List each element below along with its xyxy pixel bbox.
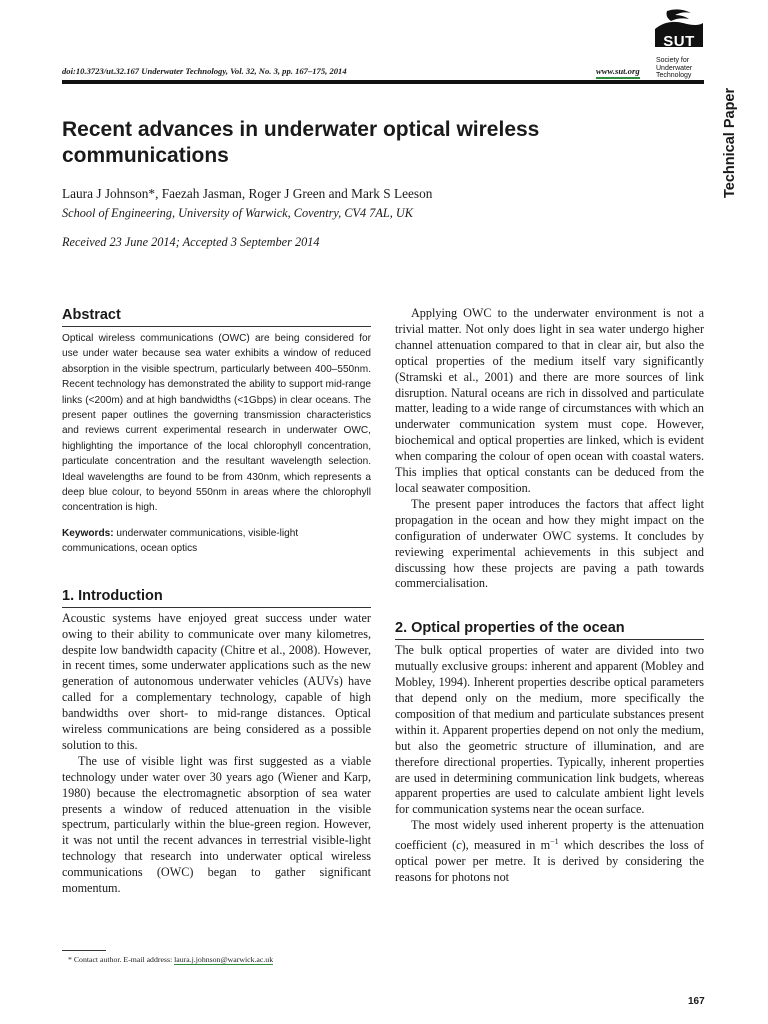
received-accepted-dates: Received 23 June 2014; Accepted 3 September 2014 (62, 235, 320, 249)
doi-citation-line: doi:10.3723/ut.32.167 Underwater Technology, Vol. 32, No. 3, pp. 167–175, 2014 (62, 66, 347, 76)
contact-email-link[interactable]: laura.j.johnson@warwick.ac.uk (174, 955, 274, 964)
abstract-heading: Abstract (62, 306, 371, 327)
footnote-prefix: * Contact author. E-mail address: (68, 955, 173, 964)
sut-logo (653, 9, 705, 79)
author-affiliation: School of Engineering, University of Warwick, Coventry, CV4 7AL, UK (62, 206, 413, 220)
author-list: Laura J Johnson*, Faezah Jasman, Roger J Green and Mark S Leeson (62, 186, 433, 201)
p2-text-after: which describes the loss of optical power per metre. It is derived by considering the reasons for photons not (395, 838, 704, 885)
p2-text-before: The most widely used inherent property is the attenuation coefficient ( (395, 818, 704, 853)
keywords-label: Keywords: (62, 527, 114, 539)
right-column (395, 306, 704, 886)
sut-acronym: SUT (663, 33, 695, 50)
org-line-2: Underwater (656, 64, 693, 72)
header-rule (62, 80, 704, 84)
abstract-text: Optical wireless communications (OWC) are being considered for use under water because sea water exhibits a window of reduced absorption in the visible spectrum, particularly between 400–550nm. Recent technology has demonstrated the ability to support mid-range links (<200m) and at high bandwidths (<1Gbps) in clear oceans. The present paper outlines the governing transmission characteristics and reviews current experimental research in underwater OWC, highlighting the importance of the local chlorophyll concentration, particulate concentration and the resultant wavelength selection. Ideal wavelengths are found to be from 430nm, which represents a deep blue colour, to beyond 550nm in areas where the chlorophyll concentration is high. (62, 333, 371, 514)
keywords (62, 526, 371, 557)
society-website-link[interactable]: www.sut.org (596, 66, 640, 79)
left-column (62, 306, 371, 897)
keywords-list: underwater communications, visible-light communications, ocean optics (62, 527, 299, 555)
section-2-paragraph-2 (395, 818, 704, 886)
footnote-rule (62, 950, 106, 951)
introduction-paragraph-1: Acoustic systems have enjoyed great success under water owing to their ability to communicate over many kilometres, despite low bandwidth capacity (Chitre et al., 2008). However, in recent times, some underwater applications such as the new generation of autonomous underwater vehicles (AUVs) have called for a complementary technology, capable of high bandwidths over short- to mid-range distances. Optical wireless communications are being considered as a possible solution to this. (62, 610, 371, 752)
right-paragraph-2: The present paper introduces the factors that affect light propagation in the ocean and how they might impact on the configuration of underwater OWC systems. It concludes by reviewing experimental achievements in this subject and discussing how these projects are paving a path towards commercialisation. (395, 496, 704, 591)
introduction-heading: 1. Introduction (62, 587, 371, 608)
section-2-heading: 2. Optical properties of the ocean (395, 619, 704, 640)
section-2-paragraph-1: The bulk optical properties of water are divided into two mutually exclusive groups: inherent and apparent (Mobley and Mobley, 1994). Inherent properties describe optical parameters that depend only on the medium, more specifically the composition of that medium and particulate substances present within it. Apparent properties depend on not only the medium, but also the geometric structure of illumination, and are therefore directional properties. Typically, inherent properties are used in determining communication link budgets, whereas apparent properties are used to calculate ambient light levels for communication systems near the ocean surface. (395, 643, 704, 817)
org-line-3: Technology (656, 72, 692, 80)
unit-exponent: −1 (550, 837, 559, 847)
contact-footnote (68, 955, 273, 964)
right-paragraph-1: Applying OWC to the underwater environment is not a trivial matter. Not only does light in sea water undergo higher channel attenuation compared to that in clear air, but also the optical properties of the medium itself vary significantly (Stramski et al., 2001) and there are more sources of link disruption. Natural oceans are rich in dissolved and particulate matter, leading to a wide range of circumstances with which an underwater communication system must cope. However, biochemical and optical properties are linked, which is evident when comparing the colour of open ocean with coastal waters. This implies that optical constants can be deduced from the local seawater composition. (395, 306, 704, 495)
org-line-1: Society for (656, 57, 690, 64)
p2-text-mid: ), measured in m (461, 838, 551, 853)
article-type-label: Technical Paper (722, 87, 738, 198)
article-title: Recent advances in underwater optical wireless communications (62, 118, 540, 167)
sut-org-name (656, 57, 692, 80)
introduction-paragraph-2: The use of visible light was first suggested as a viable technology under water over 30 years ago (Wiener and Karp, 1980) because the electromagnetic absorption of sea water presents a window of reduced attenuation in the visible spectrum, particularly within the blue-green region. However, it was not until the recent advances in terrestrial visible-light technology that research into underwater optical wireless communications (OWC) began to gather significant momentum. (62, 753, 371, 896)
page-number: 167 (688, 996, 705, 1007)
attenuation-symbol: c (456, 838, 462, 853)
